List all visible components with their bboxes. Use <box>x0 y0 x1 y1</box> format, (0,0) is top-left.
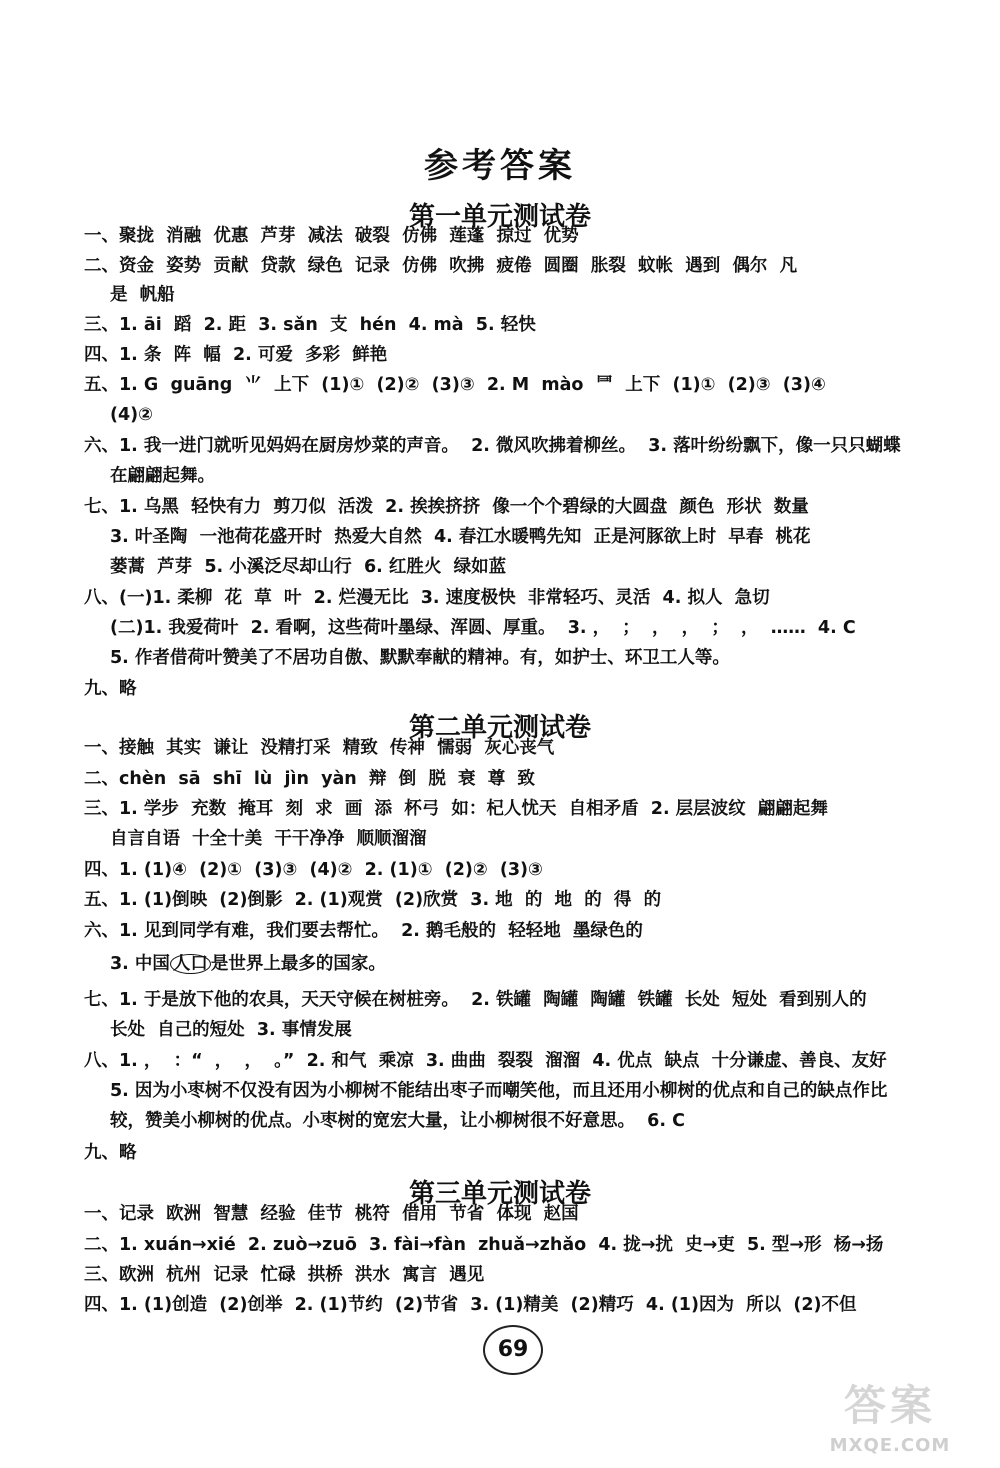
answer-line: 5. 作者借荷叶赞美了不居功自傲、默默奉献的精神。有，如护士、环卫工人等。 <box>110 648 730 668</box>
answer-line: 较，赞美小柳树的优点。小枣树的宽宏大量，让小柳树很不好意思。 6. C <box>110 1111 685 1131</box>
answer-line: 蒌蒿 芦芽 5. 小溪泛尽却山行 6. 红胜火 绿如蓝 <box>110 557 507 577</box>
watermark-logo <box>800 1381 980 1460</box>
answer-line: 六、1. 我一进门就听见妈妈在厨房炒菜的声音。 2. 微风吹拂着柳丝。 3. 落叶纷纷飘下，像一只只蝴蝶 <box>84 436 901 456</box>
answer-line: 二、资金 姿势 贡献 贷款 绿色 记录 仿佛 吹拂 疲倦 圆圈 胀裂 蚊帐 遇到 偶尔 凡 <box>84 256 798 276</box>
watermark-site: MXQE.COM <box>829 1435 951 1456</box>
answer-line: 一、接触 其实 谦让 没精打采 精致 传神 懦弱 灰心丧气 <box>84 738 555 758</box>
answer-line: 自言自语 十全十美 干干净净 顺顺溜溜 <box>110 829 427 849</box>
answer-line: 七、1. 乌黑 轻快有力 剪刀似 活泼 2. 挨挨挤挤 像一个个碧绿的大圆盘 颜色 形状 数量 <box>84 497 809 517</box>
answer-line: 七、1. 于是放下他的农具，天天守候在树桩旁。 2. 铁罐 陶罐 陶罐 铁罐 长处 短处 看到别人的 <box>84 990 867 1010</box>
line-text: 3. 中国 <box>110 954 170 974</box>
answer-line: 四、1. (1)创造 (2)创举 2. (1)节约 (2)节省 3. (1)精美 (2)精巧 4. (1)因为 所以 (2)不但 <box>84 1295 857 1315</box>
answer-line: 一、聚拢 消融 优惠 芦芽 减法 破裂 仿佛 莲蓬 掠过 优势 <box>84 226 579 246</box>
answer-line: 九、略 <box>84 679 137 699</box>
answer-line: 五、1. G guāng ⺌ 上下 (1)① (2)② (3)③ 2. M mào ⺜ 上下 (1)① (2)③ (3)④ <box>84 375 826 395</box>
answer-line: (4)② <box>110 405 153 425</box>
answer-line: 八、1. ， ：“ ， ， 。” 2. 和气 乘凉 3. 曲曲 裂裂 溜溜 4. 优点 缺点 十分谦虚、善良、友好 <box>84 1051 887 1071</box>
answer-line: 长处 自己的短处 3. 事情发展 <box>110 1020 352 1040</box>
answer-line: 在翩翩起舞。 <box>110 466 215 486</box>
answer-line: 三、1. 学步 充数 掩耳 刻 求 画 添 杯弓 如：杞人忧天 自相矛盾 2. 层层波纹 翩翩起舞 <box>84 799 828 819</box>
answer-line: 六、1. 见到同学有难，我们要去帮忙。 2. 鹅毛般的 轻轻地 墨绿色的 <box>84 921 643 941</box>
section-heading-3: 第三单元测试卷 <box>408 1179 591 1209</box>
answer-line-circled <box>110 954 386 974</box>
answer-line: 三、1. āi 蹈 2. 距 3. sǎn 支 hén 4. mà 5. 轻快 <box>84 315 536 335</box>
answer-line: 二、chèn sā shī lù jìn yàn 辩 倒 脱 衰 尊 致 <box>84 769 535 789</box>
answer-line: 九、略 <box>84 1143 137 1163</box>
circled-word: 人口 <box>170 954 211 974</box>
section-heading-1: 第一单元测试卷 <box>408 202 591 232</box>
section-heading-2: 第二单元测试卷 <box>408 713 591 743</box>
answer-line: 5. 因为小枣树不仅没有因为小柳树不能结出枣子而嘲笑他，而且还用小柳树的优点和自己的缺点作比 <box>110 1081 888 1101</box>
answer-line: 一、记录 欧洲 智慧 经验 佳节 桃符 借用 节省 体现 赵国 <box>84 1204 579 1224</box>
answer-line: 3. 叶圣陶 一池荷花盛开时 热爱大自然 4. 春江水暖鸭先知 正是河豚欲上时 早春 桃花 <box>110 527 811 547</box>
answer-line: 二、1. xuán→xié 2. zuò→zuō 3. fài→fàn zhuǎ→zhǎo 4. 拢→扰 史→吏 5. 型→形 杨→扬 <box>84 1235 884 1255</box>
page-title: 参考答案 <box>424 146 576 186</box>
answer-line: 八、(一)1. 柔柳 花 草 叶 2. 烂漫无比 3. 速度极快 非常轻巧、灵活 4. 拟人 急切 <box>84 588 770 608</box>
answer-line: 三、欧洲 杭州 记录 忙碌 拱桥 洪水 寓言 遇见 <box>84 1265 485 1285</box>
line-text: 是世界上最多的国家。 <box>210 954 386 974</box>
answer-line: 是 帆船 <box>110 285 175 305</box>
answer-line: 四、1. 条 阵 幅 2. 可爱 多彩 鲜艳 <box>84 345 388 365</box>
answer-line: (二)1. 我爱荷叶 2. 看啊，这些荷叶墨绿、浑圆、厚重。 3. ， ； ， ， ； ， …… 4. C <box>110 618 856 638</box>
watermark-glyphs: 答案 <box>843 1381 936 1430</box>
answer-line: 五、1. (1)倒映 (2)倒影 2. (1)观赏 (2)欣赏 3. 地 的 地 的 得 的 <box>84 890 662 910</box>
answer-line: 四、1. (1)④ (2)① (3)③ (4)② 2. (1)① (2)② (3)③ <box>84 860 543 880</box>
page-number: 69 <box>483 1325 543 1375</box>
